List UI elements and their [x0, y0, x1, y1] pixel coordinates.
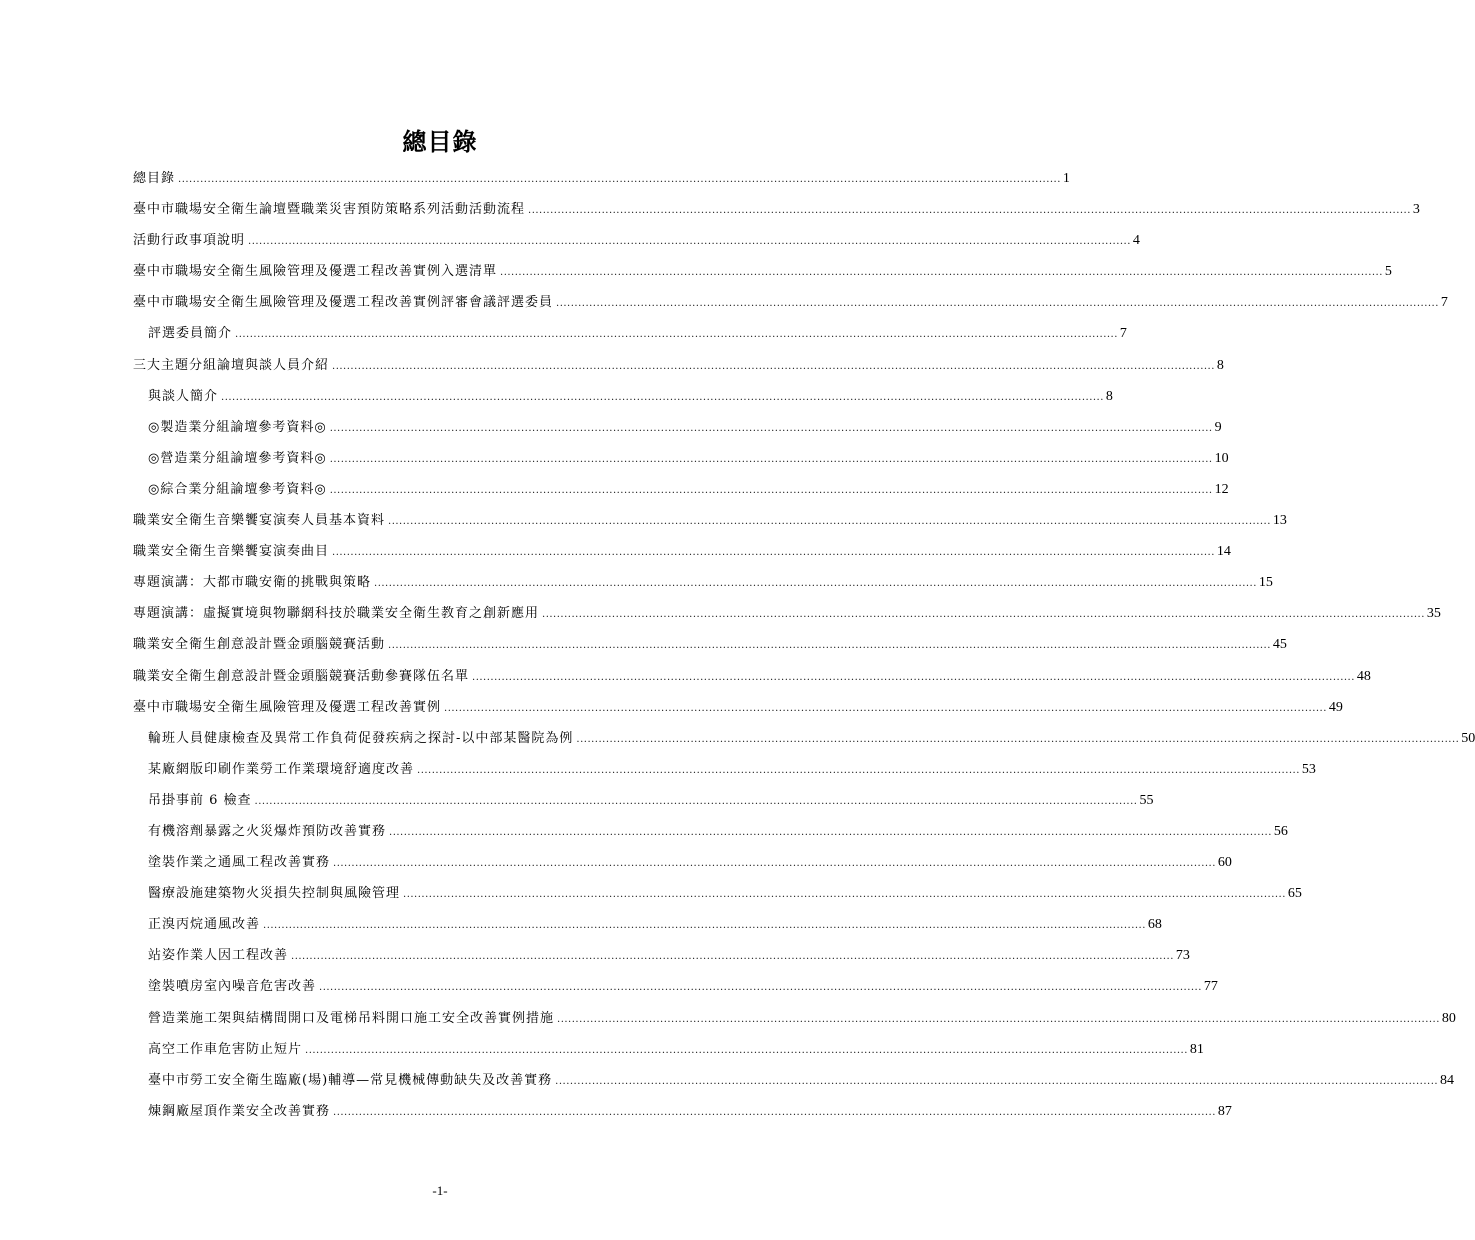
toc-entry-title: 有機溶劑暴露之火災爆炸預防改善實務 — [148, 823, 387, 839]
dot-leader — [500, 257, 1383, 288]
toc-entry-page-number: 7 — [1440, 295, 1448, 311]
toc-entry[interactable] — [133, 474, 1229, 505]
dot-leader — [389, 817, 1272, 848]
toc-entry-page-number: 53 — [1301, 761, 1316, 777]
toc-entry[interactable] — [133, 163, 1070, 194]
toc-entry-page-number: 65 — [1287, 886, 1302, 902]
toc-entry-page-number: 80 — [1441, 1010, 1456, 1026]
toc-entry[interactable] — [133, 754, 1316, 785]
dot-leader — [221, 382, 1104, 413]
dot-leader — [403, 879, 1286, 910]
toc-entry-title: 塗裝噴房室內噪音危害改善 — [148, 979, 317, 995]
dot-leader — [417, 755, 1300, 786]
dot-leader — [235, 319, 1118, 350]
toc-entry-page-number: 68 — [1147, 917, 1162, 933]
toc-entry-title: 評選委員簡介 — [148, 326, 233, 342]
dot-leader — [333, 848, 1216, 879]
toc-entry-title: 職業安全衛生音樂饗宴演奏曲目 — [133, 544, 330, 560]
toc-entry-page-number: 73 — [1175, 948, 1190, 964]
toc-entry-title: 醫療設施建築物火災損失控制與風險管理 — [148, 886, 401, 902]
toc-entry-page-number: 56 — [1273, 823, 1288, 839]
toc-entry[interactable] — [133, 1065, 1455, 1096]
dot-leader — [556, 288, 1439, 319]
toc-entry[interactable] — [133, 692, 1343, 723]
toc-entry[interactable] — [133, 629, 1287, 660]
dot-leader — [333, 1097, 1216, 1128]
dot-leader — [528, 195, 1411, 226]
toc-entry-title: 與談人簡介 — [148, 388, 219, 404]
toc-entry-title: 職業安全衛生音樂饗宴演奏人員基本資料 — [133, 513, 386, 529]
page-title: 總目錄 — [402, 127, 478, 156]
toc-entry[interactable] — [133, 505, 1287, 536]
toc-entry[interactable] — [133, 878, 1302, 909]
toc-entry-title: 活動行政事項說明 — [133, 233, 246, 249]
toc-entry-page-number: 4 — [1132, 233, 1140, 249]
toc-entry[interactable] — [133, 350, 1224, 381]
toc-entry[interactable] — [133, 1096, 1232, 1127]
toc-entry-title: 臺中市職場安全衛生風險管理及優選工程改善實例 — [133, 699, 442, 715]
dot-leader — [555, 1066, 1438, 1097]
toc-entry[interactable] — [133, 940, 1190, 971]
toc-entry[interactable] — [133, 909, 1162, 940]
toc-entry-title: ◎製造業分組論壇參考資料◎ — [148, 419, 327, 435]
toc-entry-page-number: 14 — [1216, 544, 1231, 560]
toc-entry-title: 輪班人員健康檢查及異常工作負荷促發疾病之探討-以中部某醫院為例 — [148, 730, 574, 746]
dot-leader — [557, 1004, 1440, 1035]
dot-leader — [255, 786, 1138, 817]
toc-entry[interactable] — [133, 194, 1420, 225]
toc-entry-page-number: 3 — [1412, 202, 1420, 218]
dot-leader — [388, 506, 1271, 537]
toc-entry-page-number: 12 — [1214, 481, 1229, 497]
dot-leader — [330, 444, 1213, 475]
toc-entry-page-number: 10 — [1214, 450, 1229, 466]
toc-entry-title: 三大主題分組論壇與談人員介紹 — [133, 357, 330, 373]
toc-entry[interactable] — [133, 381, 1113, 412]
toc-entry-title: 總目錄 — [133, 171, 176, 186]
toc-entry[interactable] — [133, 971, 1218, 1002]
toc-entry-title: 站姿作業人因工程改善 — [148, 948, 289, 964]
toc-entry-page-number: 8 — [1105, 388, 1113, 404]
toc-entry-title: 臺中市勞工安全衛生臨廠(場)輔導—常見機械傳動缺失及改善實務 — [148, 1072, 553, 1088]
toc-entry-page-number: 60 — [1217, 855, 1232, 871]
toc-entry-page-number: 8 — [1216, 357, 1224, 373]
dot-leader — [472, 662, 1355, 693]
toc-entry[interactable] — [133, 661, 1371, 692]
toc-entry[interactable] — [133, 1034, 1204, 1065]
toc-entry-page-number: 15 — [1258, 575, 1273, 591]
dot-leader — [388, 630, 1271, 661]
toc-entry[interactable] — [133, 256, 1392, 287]
toc-entry[interactable] — [133, 816, 1288, 847]
toc-entry-page-number: 5 — [1384, 264, 1392, 280]
toc-entry-page-number: 48 — [1356, 668, 1371, 684]
toc-entry[interactable] — [133, 443, 1229, 474]
dot-leader — [291, 941, 1174, 972]
toc-entry[interactable] — [133, 536, 1231, 567]
toc-entry-page-number: 77 — [1203, 979, 1218, 995]
dot-leader — [248, 226, 1131, 257]
dot-leader — [332, 537, 1215, 568]
dot-leader — [576, 724, 1459, 755]
toc-entry-page-number: 50 — [1461, 730, 1475, 746]
toc-entry-title: 煉鋼廠屋頂作業安全改善實務 — [148, 1103, 331, 1119]
toc-entry[interactable] — [133, 1003, 1456, 1034]
toc-entry-title: 正溴丙烷通風改善 — [148, 917, 261, 933]
toc-entry-page-number: 45 — [1272, 637, 1287, 653]
toc-entry-title: 塗裝作業之通風工程改善實務 — [148, 855, 331, 871]
dot-leader — [444, 693, 1327, 724]
toc-entry[interactable] — [133, 287, 1448, 318]
toc-entry[interactable] — [133, 318, 1127, 349]
dot-leader — [374, 568, 1257, 599]
toc-entry-title: 臺中市職場安全衛生論壇暨職業災害預防策略系列活動活動流程 — [133, 202, 526, 218]
toc-entry-title: 高空工作車危害防止短片 — [148, 1041, 303, 1057]
toc-entry-page-number: 84 — [1440, 1072, 1455, 1088]
toc-entry-page-number: 55 — [1139, 792, 1154, 808]
toc-entry[interactable] — [133, 412, 1222, 443]
dot-leader — [330, 475, 1213, 506]
dot-leader — [178, 164, 1061, 195]
toc-entry-page-number: 7 — [1119, 326, 1127, 342]
page-number: -1- — [432, 1183, 448, 1198]
toc-entry[interactable] — [133, 847, 1232, 878]
toc-entry-title: 吊掛事前 6 檢查 — [148, 792, 252, 808]
dot-leader — [332, 351, 1215, 382]
toc-entry[interactable] — [133, 567, 1273, 598]
toc-entry-page-number: 13 — [1272, 513, 1287, 529]
toc-entry-page-number: 49 — [1328, 699, 1343, 715]
table-of-contents — [133, 163, 1475, 1127]
toc-entry-page-number: 9 — [1214, 419, 1222, 435]
toc-entry[interactable] — [133, 723, 1475, 754]
toc-entry[interactable] — [133, 598, 1441, 629]
toc-entry[interactable] — [133, 785, 1154, 816]
toc-entry-title: 職業安全衛生創意設計暨金頭腦競賽活動 — [133, 637, 386, 653]
toc-entry[interactable] — [133, 225, 1140, 256]
dot-leader — [542, 599, 1425, 630]
toc-entry-title: ◎綜合業分組論壇參考資料◎ — [148, 481, 327, 497]
dot-leader — [263, 910, 1146, 941]
toc-entry-page-number: 1 — [1062, 171, 1070, 186]
toc-entry-title: 營造業施工架與結構間開口及電梯吊料開口施工安全改善實例措施 — [148, 1010, 555, 1026]
toc-entry-title: 臺中市職場安全衛生風險管理及優選工程改善實例入選清單 — [133, 264, 498, 280]
toc-entry-title: 專題演講：大都市職安衛的挑戰與策略 — [133, 575, 372, 591]
toc-entry-title: 專題演講：虛擬實境與物聯網科技於職業安全衛生教育之創新應用 — [133, 606, 540, 622]
toc-entry-page-number: 35 — [1426, 606, 1441, 622]
toc-entry-title: 臺中市職場安全衛生風險管理及優選工程改善實例評審會議評選委員 — [133, 295, 554, 311]
toc-entry-page-number: 87 — [1217, 1103, 1232, 1119]
toc-entry-title: 職業安全衛生創意設計暨金頭腦競賽活動參賽隊伍名單 — [133, 668, 470, 684]
dot-leader — [330, 413, 1213, 444]
dot-leader — [305, 1035, 1188, 1066]
toc-entry-title: 某廠網版印刷作業勞工作業環境舒適度改善 — [148, 761, 415, 777]
dot-leader — [319, 972, 1202, 1003]
toc-entry-title: ◎營造業分組論壇參考資料◎ — [148, 450, 327, 466]
toc-entry-page-number: 81 — [1189, 1041, 1204, 1057]
